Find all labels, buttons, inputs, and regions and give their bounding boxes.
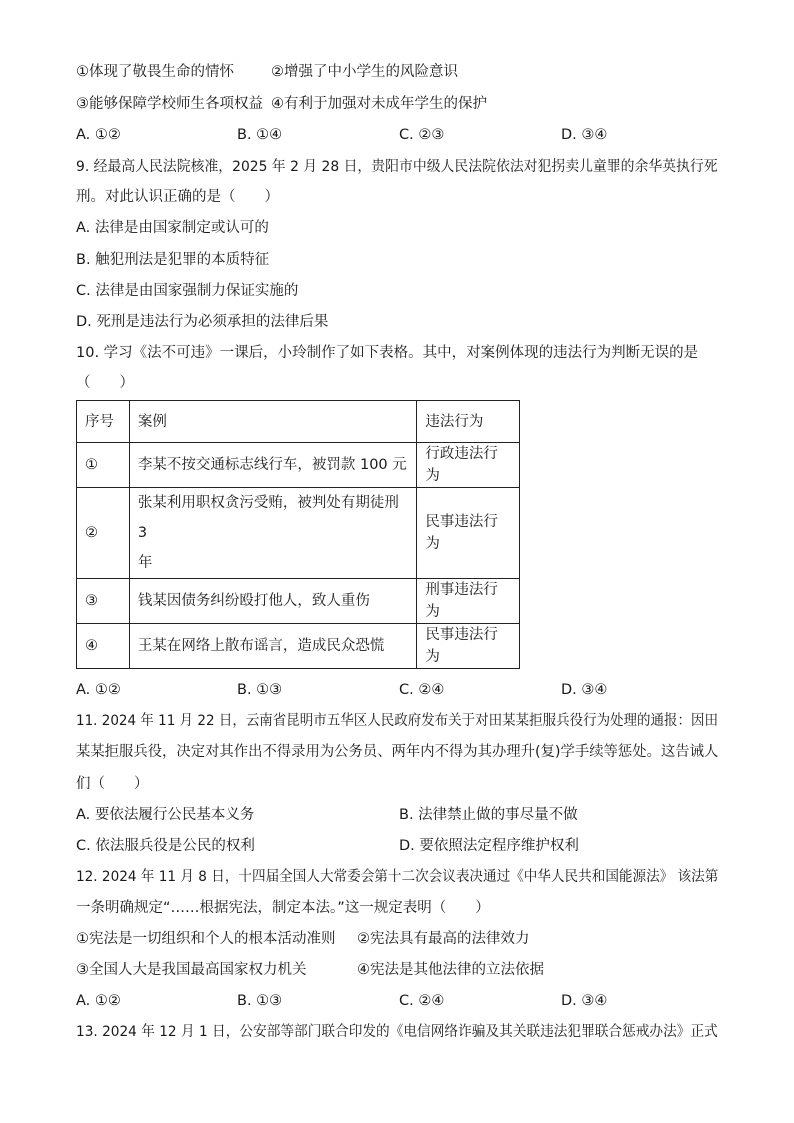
q8-statement-2: ②增强了中小学生的风险意识 — [271, 64, 458, 80]
q12-statement-1: ①宪法是一切组织和个人的根本活动准则 — [76, 931, 336, 947]
q12-stem-line-1: 12. 2024 年 11 月 8 日，十四届全国人大常委会第十二次会议表决通过《中华人民共和国能源法》 该法第 — [76, 869, 719, 885]
q11-option-b: B. 法律禁止做的事尽量不做 — [399, 807, 578, 823]
q10-case-table — [76, 400, 520, 669]
q10-stem-line-2: （ ） — [76, 375, 134, 391]
row-number: ④ — [77, 624, 130, 669]
row-case-line-2: 年 — [137, 555, 153, 571]
q10-option-c: C. ②④ — [399, 682, 445, 698]
q8-option-a: A. ①② — [76, 127, 121, 143]
q8-option-b: B. ①④ — [237, 127, 283, 143]
row-case: 王某在网络上散布谣言，造成民众恐慌 — [129, 624, 417, 669]
row-number: ② — [77, 488, 130, 579]
table-row — [77, 488, 520, 579]
q12-option-b: B. ①③ — [237, 993, 283, 1009]
header-number: 序号 — [77, 401, 130, 443]
q9-stem-line-1: 9. 经最高人民法院核准，2025 年 2 月 28 日，贵阳市中级人民法院依法对犯拐卖儿童罪的余华英执行死 — [76, 159, 718, 175]
table-row — [77, 443, 520, 488]
q8-option-c: C. ②③ — [399, 127, 445, 143]
q12-stem-line-2: 一条明确规定“……根据宪法，制定本法。”这一规定表明（ ） — [76, 900, 490, 916]
q10-option-b: B. ①③ — [237, 682, 283, 698]
q10-option-a: A. ①② — [76, 682, 121, 698]
header-case: 案例 — [129, 401, 417, 443]
row-number: ③ — [77, 579, 130, 624]
q12-option-d: D. ③④ — [561, 993, 608, 1009]
q11-stem-line-3: 们（ ） — [76, 776, 149, 792]
q10-stem-line-1: 10. 学习《法不可违》一课后，小玲制作了如下表格。其中，对案例体现的违法行为判断无误的是 — [76, 345, 699, 361]
q12-statement-2: ②宪法具有最高的法律效力 — [357, 931, 530, 947]
q11-stem-line-2: 某某拒服兵役，决定对其作出不得录用为公务员、两年内不得为其办理升(复)学手续等惩处。这告诫人 — [76, 744, 719, 760]
q11-option-a: A. 要依法履行公民基本义务 — [76, 807, 255, 823]
q9-option-c: C. 法律是由国家强制力保证实施的 — [76, 283, 299, 299]
q9-option-d: D. 死刑是违法行为必须承担的法律后果 — [76, 314, 329, 330]
q12-statement-3: ③全国人大是我国最高国家权力机关 — [76, 962, 307, 978]
q8-option-d: D. ③④ — [561, 127, 608, 143]
q8-statement-1: ①体现了敬畏生命的情怀 — [76, 64, 234, 80]
q9-option-a: A. 法律是由国家制定或认可的 — [76, 220, 269, 236]
q11-option-c: C. 依法服兵役是公民的权利 — [76, 838, 255, 854]
q13-stem-line-1: 13. 2024 年 12 月 1 日，公安部等部门联合印发的《电信网络诈骗及其关联违法犯罪联合惩戒办法》正式 — [76, 1024, 718, 1040]
row-case-line-1: 张某利用职权贪污受贿，被判处有期徒刑 3 — [137, 495, 399, 541]
q9-stem-line-2: 刑。对此认识正确的是（ ） — [76, 189, 279, 205]
q11-option-d: D. 要依照法定程序维护权利 — [399, 838, 579, 854]
table-row — [77, 579, 520, 624]
q9-option-b: B. 触犯刑法是犯罪的本质特征 — [76, 252, 270, 268]
row-violation-type: 民事违法行为 — [417, 488, 520, 579]
q8-statement-4: ④有利于加强对未成年学生的保护 — [271, 96, 487, 112]
q12-option-a: A. ①② — [76, 993, 121, 1009]
row-violation-type: 刑事违法行为 — [417, 579, 520, 624]
row-violation-type: 民事违法行为 — [417, 624, 520, 669]
row-number: ① — [77, 443, 130, 488]
row-violation-type: 行政违法行为 — [417, 443, 520, 488]
row-case: 李某不按交通标志线行车，被罚款 100 元 — [129, 443, 417, 488]
table-header-row — [77, 401, 520, 443]
q12-statement-4: ④宪法是其他法律的立法依据 — [357, 962, 544, 978]
q10-option-d: D. ③④ — [561, 682, 608, 698]
q8-statement-3: ③能够保障学校师生各项权益 — [76, 96, 263, 112]
header-violation-type: 违法行为 — [417, 401, 520, 443]
q11-stem-line-1: 11. 2024 年 11 月 22 日，云南省昆明市五华区人民政府发布关于对田某某拒服兵役行为处理的通报：因田 — [76, 713, 718, 729]
q12-option-c: C. ②④ — [399, 993, 445, 1009]
table-row — [77, 624, 520, 669]
row-case: 钱某因债务纠纷殴打他人，致人重伤 — [129, 579, 417, 624]
row-case — [129, 488, 417, 579]
